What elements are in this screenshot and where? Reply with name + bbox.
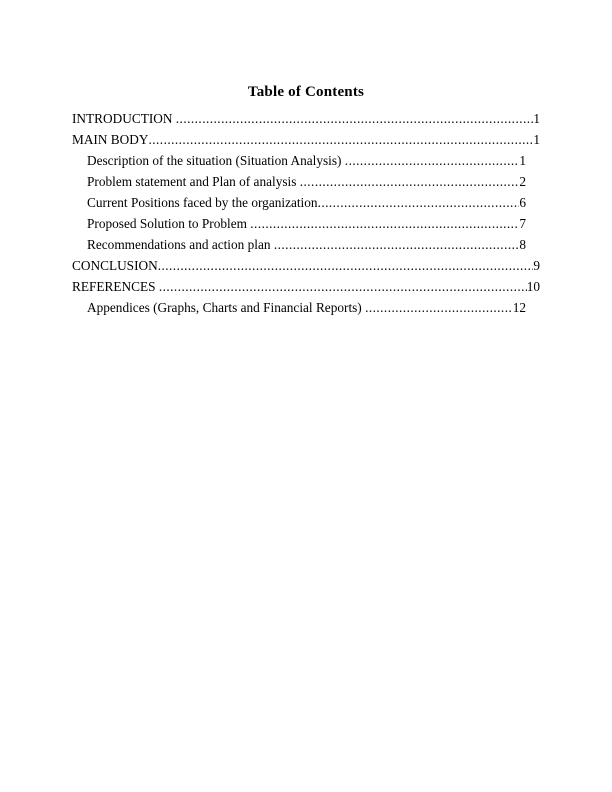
toc-dot-leader [158,255,534,276]
toc-page-number: 1 [519,153,526,168]
toc-entry-recommendations [72,234,540,255]
toc-dot-leader [148,129,533,150]
toc-entry-conclusion [72,255,540,276]
toc-entry-label: Current Positions faced by the organization [87,195,318,210]
toc-entry-situation-analysis [72,150,540,171]
toc-dot-leader [274,234,519,255]
toc-entry-main-body [72,129,540,150]
toc-entry-label: Proposed Solution to Problem [87,216,251,231]
toc-dot-leader [345,150,520,171]
toc-entry-label: Appendices (Graphs, Charts and Financial Reports) [87,300,366,315]
toc-page-number: 1 [533,132,540,147]
toc-dot-leader [318,192,520,213]
toc-dot-leader [250,213,519,234]
toc-page-number: 1 [533,111,540,126]
toc-page-number: 9 [533,258,540,273]
toc-entry-appendices [72,297,540,318]
toc-entry-label: INTRODUCTION [72,111,176,126]
toc-entry-references [72,276,540,297]
toc-page-number: 7 [519,216,526,231]
page-title: Table of Contents [247,84,365,100]
toc-entry-label: Recommendations and action plan [87,237,274,252]
toc-entry-label: CONCLUSION [72,258,158,273]
toc-page-number: 6 [519,195,526,210]
toc-dot-leader [300,171,520,192]
toc-entry-label: REFERENCES [72,279,159,294]
table-of-contents [72,108,540,318]
toc-entry-introduction [72,108,540,129]
toc-entry-label: Problem statement and Plan of analysis [87,174,300,189]
toc-page-number: 8 [519,237,526,252]
toc-page-number: 2 [519,174,526,189]
toc-entry-label: Description of the situation (Situation Analysis) [87,153,345,168]
toc-dot-leader [176,108,534,129]
toc-dot-leader [365,297,513,318]
toc-entry-problem-statement [72,171,540,192]
toc-entry-current-positions [72,192,540,213]
toc-page-number: 10 [526,279,540,294]
toc-entry-label: MAIN BODY [72,132,149,147]
toc-dot-leader [159,276,527,297]
toc-entry-proposed-solution [72,213,540,234]
toc-page-number: 12 [512,300,526,315]
